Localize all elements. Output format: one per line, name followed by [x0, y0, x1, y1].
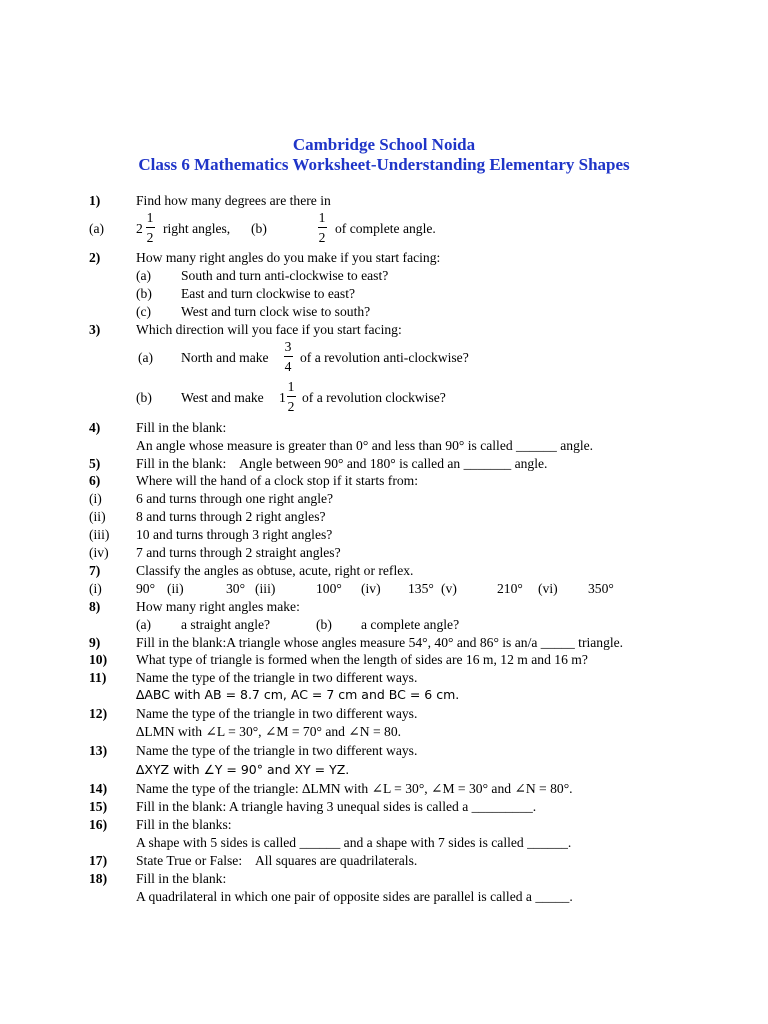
q16-text: Fill in the blanks:: [136, 817, 232, 832]
q11-question: ∆ABC with AB = 8.7 cm, AC = 7 cm and BC = 6 cm.: [136, 687, 460, 702]
q11-number: 11): [89, 670, 107, 685]
q3-part-b-whole: 1: [279, 390, 286, 405]
q1-part-a-numerator: 1: [146, 210, 154, 225]
q6-part-iv-label: (iv): [89, 545, 109, 560]
q2-number: 2): [89, 250, 101, 265]
q15-number: 15): [89, 799, 108, 814]
q13-number: 13): [89, 743, 108, 758]
q1-part-a-whole: 2: [136, 221, 143, 236]
q7-value-v: 210°: [497, 581, 523, 596]
q2-part-c-label: (c): [136, 304, 152, 319]
q1-part-b-text: of complete angle.: [335, 221, 436, 236]
q7-label-iv: (iv): [361, 581, 381, 596]
q5-text: Fill in the blank: Angle between 90° and 180° is called an _______ angle.: [136, 456, 548, 471]
q3-part-b-numerator: 1: [287, 379, 295, 394]
q7-label-v: (v): [441, 581, 457, 596]
q8-text: How many right angles make:: [136, 599, 300, 614]
q6-text: Where will the hand of a clock stop if it starts from:: [136, 473, 418, 488]
q18-text: Fill in the blank:: [136, 871, 227, 886]
q13-text: Name the type of the triangle in two different ways.: [136, 743, 418, 758]
q3-part-a-denominator: 4: [284, 359, 292, 374]
q6-part-ii-text: 8 and turns through 2 right angles?: [136, 509, 326, 524]
q3-part-b-tail: of a revolution clockwise?: [302, 390, 446, 405]
q6-number: 6): [89, 473, 101, 488]
q17-number: 17): [89, 853, 108, 868]
q3-part-b-fraction-bar: [287, 396, 296, 397]
q7-value-iii: 100°: [316, 581, 342, 596]
q16-number: 16): [89, 817, 108, 832]
q7-value-ii: 30°: [226, 581, 246, 596]
q5-number: 5): [89, 456, 101, 471]
q3-part-a-fraction-bar: [284, 356, 293, 357]
q6-part-i-text: 6 and turns through one right angle?: [136, 491, 334, 506]
q7-number: 7): [89, 563, 101, 578]
q1-part-a-text: right angles,: [163, 221, 231, 236]
q6-part-ii-label: (ii): [89, 509, 106, 524]
q4-question: An angle whose measure is greater than 0° and less than 90° is called ______ angle.: [136, 438, 594, 453]
q3-part-a-tail: of a revolution anti-clockwise?: [300, 350, 469, 365]
q7-value-vi: 350°: [588, 581, 614, 596]
q2-part-a-text: South and turn anti-clockwise to east?: [181, 268, 389, 283]
q2-text: How many right angles do you make if you start facing:: [136, 250, 441, 265]
school-name: Cambridge School Noida: [292, 135, 476, 154]
q2-part-c-text: West and turn clock wise to south?: [181, 304, 371, 319]
q12-text: Name the type of the triangle in two different ways.: [136, 706, 418, 721]
q3-part-b-label: (b): [136, 390, 152, 405]
q7-text: Classify the angles as obtuse, acute, right or reflex.: [136, 563, 414, 578]
q1-part-b-fraction-bar: [318, 227, 327, 228]
q14-number: 14): [89, 781, 108, 796]
q18-question: A quadrilateral in which one pair of opposite sides are parallel is called a _____.: [136, 889, 573, 904]
q17-text: State True or False: All squares are quadrilaterals.: [136, 853, 418, 868]
q13-question: ∆XYZ with ∠Y = 90° and XY = YZ.: [136, 762, 350, 777]
q8-part-b-text: a complete angle?: [361, 617, 460, 632]
q1-part-b-denominator: 2: [318, 230, 326, 245]
q1-number: 1): [89, 193, 101, 208]
q1-part-a-label: (a): [89, 221, 105, 236]
q3-part-a-text: North and make: [181, 350, 269, 365]
q2-part-b-label: (b): [136, 286, 152, 301]
q4-number: 4): [89, 420, 101, 435]
q8-part-b-label: (b): [316, 617, 332, 632]
q6-part-iii-text: 10 and turns through 3 right angles?: [136, 527, 333, 542]
q8-part-a-text: a straight angle?: [181, 617, 271, 632]
q7-value-i: 90°: [136, 581, 156, 596]
q3-number: 3): [89, 322, 101, 337]
q3-part-b-denominator: 2: [287, 399, 295, 414]
worksheet-title: Class 6 Mathematics Worksheet-Understanding Elementary Shapes: [138, 155, 630, 174]
q4-text: Fill in the blank:: [136, 420, 227, 435]
q3-text: Which direction will you face if you start facing:: [136, 322, 402, 337]
q6-part-i-label: (i): [89, 491, 102, 506]
q1-part-a-denominator: 2: [146, 230, 154, 245]
q1-part-b-label: (b): [251, 221, 267, 236]
q9-text: Fill in the blank:A triangle whose angles measure 54°, 40° and 86° is an/a _____ triangle.: [136, 635, 624, 650]
q10-number: 10): [89, 652, 108, 667]
q2-part-b-text: East and turn clockwise to east?: [181, 286, 356, 301]
q18-number: 18): [89, 871, 108, 886]
q12-number: 12): [89, 706, 108, 721]
q7-label-ii: (ii): [167, 581, 184, 596]
q6-part-iii-label: (iii): [89, 527, 110, 542]
q15-text: Fill in the blank: A triangle having 3 unequal sides is called a _________.: [136, 799, 537, 814]
q14-text: Name the type of the triangle: ∆LMN with ∠L = 30°, ∠M = 30° and ∠N = 80°.: [136, 781, 573, 796]
q10-text: What type of triangle is formed when the length of sides are 16 m, 12 m and 16 m?: [136, 652, 588, 667]
q7-label-i: (i): [89, 581, 102, 596]
q3-part-b-text: West and make: [181, 390, 264, 405]
q11-text: Name the type of the triangle in two different ways.: [136, 670, 418, 685]
q12-question: ∆LMN with ∠L = 30°, ∠M = 70° and ∠N = 80.: [136, 724, 402, 739]
q2-part-a-label: (a): [136, 268, 152, 283]
q7-value-iv: 135°: [408, 581, 434, 596]
q9-number: 9): [89, 635, 101, 650]
q7-label-vi: (vi): [538, 581, 558, 596]
q16-question: A shape with 5 sides is called ______ and a shape with 7 sides is called ______.: [136, 835, 572, 850]
q3-part-a-label: (a): [138, 350, 154, 365]
q8-part-a-label: (a): [136, 617, 152, 632]
q6-part-iv-text: 7 and turns through 2 straight angles?: [136, 545, 341, 560]
q1-part-b-numerator: 1: [318, 210, 326, 225]
q1-text: Find how many degrees are there in: [136, 193, 331, 208]
q1-part-a-fraction-bar: [146, 227, 155, 228]
q8-number: 8): [89, 599, 101, 614]
q3-part-a-numerator: 3: [284, 339, 292, 354]
q7-label-iii: (iii): [255, 581, 276, 596]
